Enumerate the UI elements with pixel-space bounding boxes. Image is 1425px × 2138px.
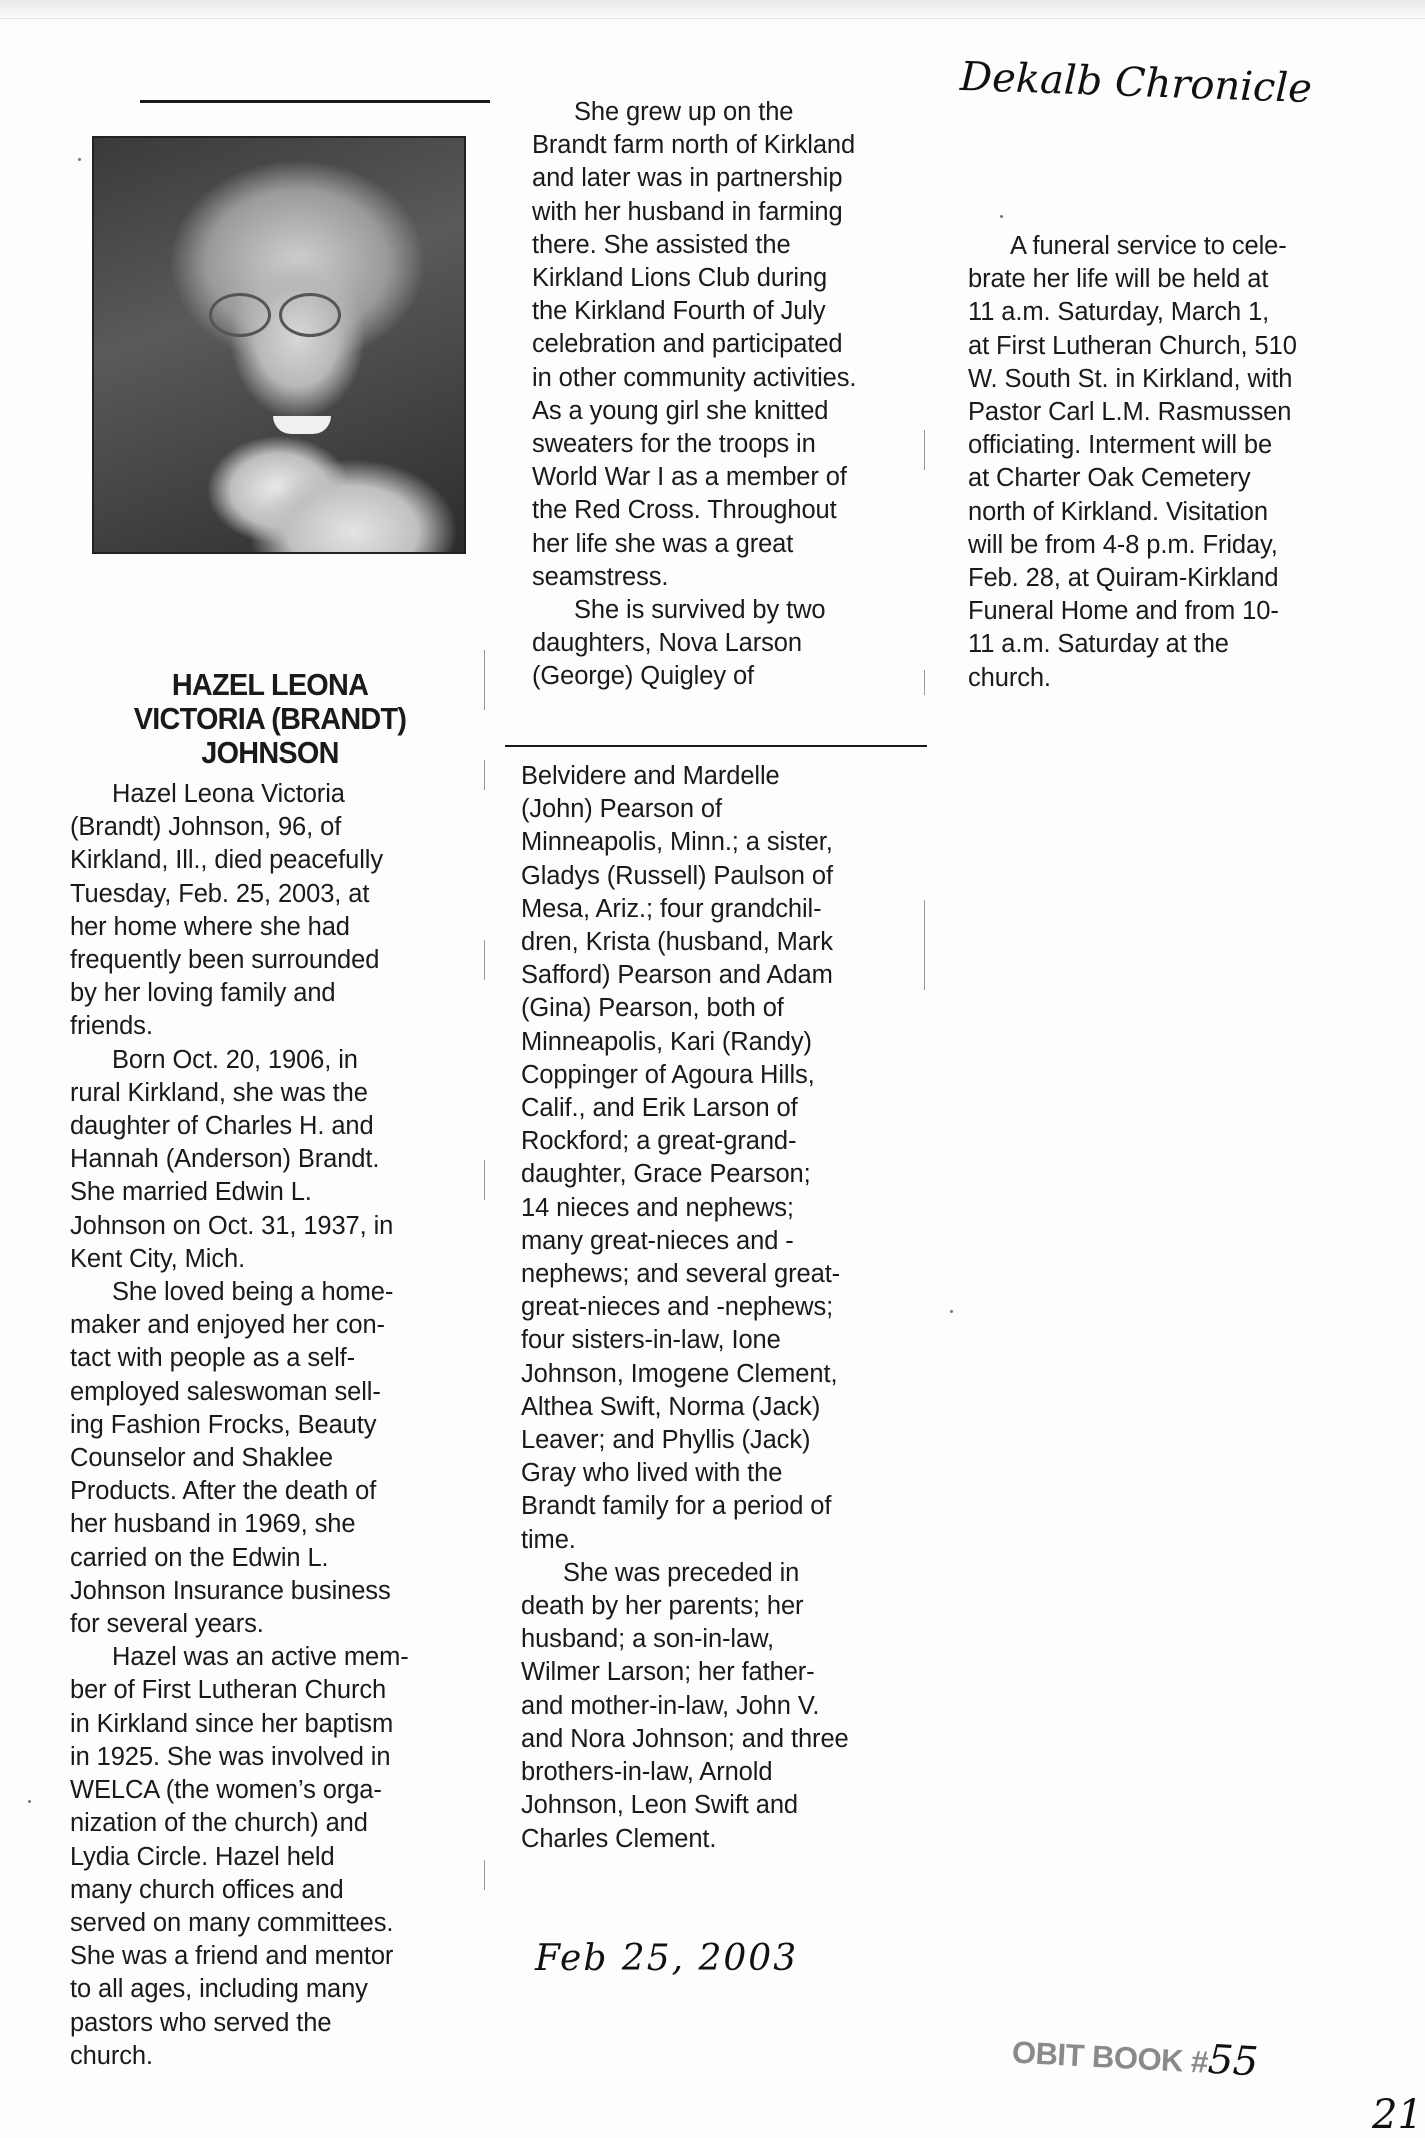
text-line: and Nora Johnson; and three [521, 1724, 849, 1753]
text-line: (John) Pearson of [521, 795, 722, 824]
text-line: four sisters-in-law, Ione [521, 1326, 781, 1355]
text-line: will be from 4-8 p.m. Friday, [968, 530, 1278, 559]
text-line: north of Kirkland. Visitation [968, 497, 1268, 526]
text-line: church. [968, 663, 1051, 692]
text-line: Counselor and Shaklee [70, 1444, 333, 1473]
text-line: in 1925. She was involved in [70, 1742, 391, 1771]
column-divider-1e [484, 1860, 485, 1890]
text-line: pastors who served the [70, 2008, 332, 2037]
text-line: brothers-in-law, Arnold [521, 1758, 773, 1787]
column-divider-2b [924, 670, 925, 695]
headline-line: JOHNSON [201, 735, 339, 770]
text-line: daughter, Grace Pearson; [521, 1160, 811, 1189]
text-line: Minneapolis, Kari (Randy) [521, 1027, 812, 1056]
text-line: (Gina) Pearson, both of [521, 994, 784, 1023]
text-line: at Charter Oak Cemetery [968, 464, 1251, 493]
text-line: her life she was a great [532, 529, 794, 558]
text-line: Gray who lived with the [521, 1459, 783, 1488]
text-line: in Kirkland since her baptism [70, 1709, 394, 1738]
smile [271, 416, 333, 436]
text-line: great-nieces and -nephews; [521, 1293, 834, 1322]
text-line: (Brandt) Johnson, 96, of [70, 813, 342, 842]
handwritten-page-number: 21 [1372, 2092, 1423, 2138]
text-line: Althea Swift, Norma (Jack) [521, 1392, 821, 1421]
column-divider-2c [924, 900, 925, 990]
text-line: ing Fashion Frocks, Beauty [70, 1410, 377, 1439]
text-line: 11 a.m. Saturday at the [968, 630, 1229, 659]
text-line: husband; a son-in-law, [521, 1625, 774, 1654]
column-divider-2 [924, 430, 925, 470]
text-line: death by her parents; her [521, 1592, 804, 1621]
text-line: Feb. 28, at Quiram-Kirkland [968, 564, 1279, 593]
column-3-body [968, 230, 1368, 695]
scan-top-edge [0, 0, 1425, 19]
text-line: She was a friend and mentor [70, 1942, 394, 1971]
stamp-label: OBIT BOOK # [1011, 2034, 1209, 2080]
text-line: served on many committees. [70, 1908, 394, 1937]
text-line: church. [70, 2041, 153, 2070]
text-line: by her loving family and [70, 979, 336, 1008]
paragraph [70, 1044, 470, 1276]
column-divider-1b [484, 760, 485, 790]
column-2-top-body [532, 96, 932, 694]
text-line: the Red Cross. Throughout [532, 496, 837, 525]
text-line: time. [521, 1525, 576, 1554]
text-line: friends. [70, 1012, 153, 1041]
text-line: Charles Clement. [521, 1824, 717, 1853]
text-line: Brandt family for a period of [521, 1492, 832, 1521]
text-line: WELCA (the women’s orga- [70, 1776, 382, 1805]
text-line: Mesa, Ariz.; four grandchil- [521, 894, 822, 923]
text-line: in other community activities. [532, 363, 857, 392]
paragraph [70, 778, 470, 1044]
text-line: her husband in 1969, she [70, 1510, 356, 1539]
text-line: Johnson, Leon Swift and [521, 1791, 798, 1820]
paragraph [532, 96, 932, 594]
text-line: (George) Quigley of [532, 662, 755, 691]
text-line: brate her life will be held at [968, 265, 1269, 294]
text-line: daughter of Charles H. and [70, 1112, 374, 1141]
headline-line: VICTORIA (BRANDT) [133, 701, 407, 736]
text-line: with her husband in farming [532, 197, 843, 226]
text-line: Kirkland, Ill., died peacefully [70, 846, 383, 875]
text-line: 14 nieces and nephews; [521, 1193, 794, 1222]
text-line: carried on the Edwin L. [70, 1543, 329, 1572]
text-line: Johnson on Oct. 31, 1937, in [70, 1211, 394, 1240]
paragraph [521, 1557, 931, 1856]
text-line: Hannah (Anderson) Brandt. [70, 1145, 380, 1174]
text-line: maker and enjoyed her con- [70, 1311, 385, 1340]
obituary-headline [93, 668, 446, 770]
text-line: Minneapolis, Minn.; a sister, [521, 828, 833, 857]
text-line: tact with people as a self- [70, 1344, 356, 1373]
text-line: sweaters for the troops in [532, 430, 816, 459]
headline-line: HAZEL LEONA [171, 667, 369, 702]
text-line: Funeral Home and from 10- [968, 597, 1279, 626]
text-line: officiating. Interment will be [968, 431, 1273, 460]
column-2-bottom-body [521, 760, 931, 1856]
text-line: the Kirkland Fourth of July [532, 297, 826, 326]
text-line: Safford) Pearson and Adam [521, 961, 833, 990]
text-line: and later was in partnership [532, 164, 843, 193]
text-line: Kent City, Mich. [70, 1244, 246, 1273]
text-line: for several years. [70, 1610, 264, 1639]
portrait-photo [92, 136, 466, 554]
text-line: Gladys (Russell) Paulson of [521, 861, 833, 890]
text-line: She is survived by two [574, 596, 826, 625]
text-line: nephews; and several great- [521, 1260, 841, 1289]
text-line: ber of First Lutheran Church [70, 1676, 387, 1705]
text-line: Coppinger of Agoura Hills, [521, 1060, 815, 1089]
text-line: Rockford; a great-grand- [521, 1127, 797, 1156]
text-line: many great-nieces and - [521, 1226, 794, 1255]
text-line: Johnson Insurance business [70, 1576, 391, 1605]
handwritten-date: Feb 25, 2003 [535, 1938, 799, 1979]
column-2-rule [505, 745, 927, 747]
scan-speck [1000, 215, 1003, 218]
text-line: employed saleswoman sell- [70, 1377, 381, 1406]
text-line: Brandt farm north of Kirkland [532, 131, 856, 160]
handwritten-publication: Dekalb Chronicle [959, 53, 1313, 113]
paragraph [70, 1641, 470, 2073]
text-line: Pastor Carl L.M. Rasmussen [968, 398, 1292, 427]
stamp-number: 55 [1206, 2036, 1259, 2086]
text-line: there. She assisted the [532, 230, 791, 259]
scan-speck [78, 158, 81, 161]
text-line: Leaver; and Phyllis (Jack) [521, 1426, 811, 1455]
text-line: Johnson, Imogene Clement, [521, 1359, 838, 1388]
top-rule [140, 100, 490, 103]
paragraph [70, 1276, 470, 1641]
text-line: 11 a.m. Saturday, March 1, [968, 298, 1270, 327]
text-line: seamstress. [532, 562, 669, 591]
text-line: dren, Krista (husband, Mark [521, 928, 833, 957]
glasses-left [209, 293, 271, 337]
text-line: Belvidere and Mardelle [521, 762, 780, 790]
text-line: She was preceded in [563, 1558, 800, 1587]
text-line: to all ages, including many [70, 1975, 368, 2004]
text-line: Products. After the death of [70, 1477, 377, 1506]
text-line: A funeral service to cele- [1010, 232, 1287, 260]
text-line: at First Lutheran Church, 510 [968, 331, 1297, 360]
text-line: rural Kirkland, she was the [70, 1078, 368, 1107]
text-line: Wilmer Larson; her father- [521, 1658, 815, 1687]
text-line: Hazel was an active mem- [112, 1643, 409, 1672]
text-line: daughters, Nova Larson [532, 629, 802, 658]
text-line: Kirkland Lions Club during [532, 264, 828, 293]
text-line: nization of the church) and [70, 1809, 368, 1838]
text-line: Hazel Leona Victoria [112, 780, 345, 808]
column-divider-1c [484, 940, 485, 980]
text-line: and mother-in-law, John V. [521, 1691, 820, 1720]
text-line: frequently been surrounded [70, 946, 380, 975]
text-line: She grew up on the [574, 98, 794, 126]
text-line: She married Edwin L. [70, 1178, 312, 1207]
scan-speck [950, 1310, 953, 1313]
column-divider-1 [484, 650, 485, 710]
text-line: Born Oct. 20, 1906, in [112, 1045, 358, 1074]
paragraph [968, 230, 1368, 695]
obit-book-stamp [1011, 2027, 1259, 2086]
text-line: W. South St. in Kirkland, with [968, 364, 1293, 393]
text-line: Calif., and Erik Larson of [521, 1094, 798, 1123]
text-line: many church offices and [70, 1875, 344, 1904]
text-line: World War I as a member of [532, 463, 847, 492]
text-line: Lydia Circle. Hazel held [70, 1842, 335, 1871]
text-line: Tuesday, Feb. 25, 2003, at [70, 879, 370, 908]
paragraph [532, 594, 932, 694]
glasses-right [279, 293, 341, 337]
column-1-body [70, 778, 470, 2073]
text-line: She loved being a home- [112, 1278, 394, 1307]
text-line: As a young girl she knitted [532, 396, 829, 425]
paragraph [521, 760, 931, 1557]
column-divider-1d [484, 1160, 485, 1200]
scan-speck [28, 1800, 31, 1803]
text-line: celebration and participated [532, 330, 843, 359]
text-line: her home where she had [70, 912, 350, 941]
